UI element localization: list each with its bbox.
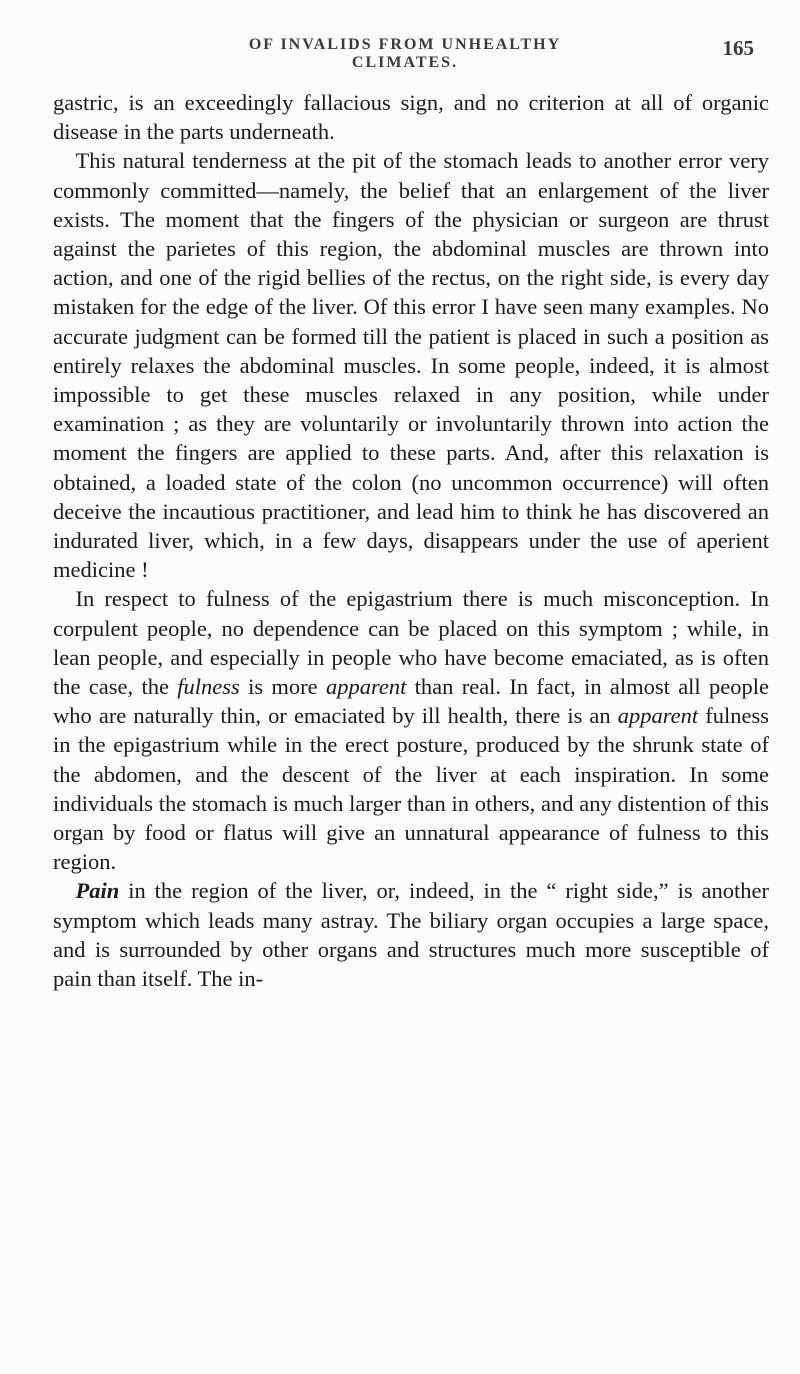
- text-run: This natural tenderness at the pit of the stomach leads to another error very commonly committed—namely, the belief that an enlargement of the liver exists. The moment that the fingers of the physician or surgeon are thrust against the parietes of this region, the abdominal muscles are thrown into action, and one of the rigid bellies of the rectus, on the right side, is every day mistaken for the edge of the liver. Of this error I have seen many examples. No accurate judgment can be formed till the patient is placed in such a position as entirely relaxes the abdominal muscles. In some people, indeed, it is almost impossible to get these muscles relaxed in any position, while under examination ; as they are voluntarily or involuntarily thrown into action the moment the fingers are applied to these parts. And, after this relaxation is obtained, a loaded state of the colon (no uncommon occurrence) will often deceive the incautious practitioner, and lead him to think he has discovered an indurated liver, which, in a few days, disappears under the use of aperient medicine !: [53, 148, 769, 583]
- italic-term: fulness: [177, 674, 240, 700]
- paragraph-epigastrium-fulness: [53, 584, 769, 876]
- running-head: [0, 36, 800, 71]
- paragraph-liver-enlargement: [53, 146, 769, 584]
- italic-term: Pain: [75, 878, 120, 904]
- text-run: fulness in the epigastrium while in the erect posture, produced by the shrunk state of the abdomen, and the descent of the liver at each inspiration. In some individuals the stomach is much larger than in others, and any distention of this organ by food or flatus will give an unnatural appearance of fulness to this region.: [53, 703, 769, 875]
- text-run: In respect to fulness of the epigastrium there is much misconception. In corpulent people, no dependence can be placed on this symptom ; while, in lean people, and especially in people who have become emaciated, as is often the case, the: [53, 586, 769, 700]
- text-run: is more: [239, 674, 326, 700]
- italic-term: apparent: [617, 703, 699, 729]
- italic-term: apparent: [325, 674, 407, 700]
- text-run: gastric, is an exceedingly fallacious sign, and no criterion at all of organic disease in the parts underneath.: [53, 90, 769, 145]
- text-run: in the region of the liver, or, indeed, in the “ right side,” is another symptom which leads many astray. The biliary organ occupies a large space, and is surrounded by other organs and structures much more susceptible of pain than itself. The in-: [53, 878, 769, 992]
- text-run: than real. In fact, in almost all people who are naturally thin, or emaciated by ill health, there is an: [53, 674, 769, 729]
- running-title: OF INVALIDS FROM UNHEALTHY CLIMATES.: [248, 36, 562, 71]
- body-text: [53, 88, 769, 993]
- page-number: 165: [722, 36, 754, 60]
- paragraph-pain: [53, 876, 769, 993]
- paragraph-continuation: [53, 88, 769, 146]
